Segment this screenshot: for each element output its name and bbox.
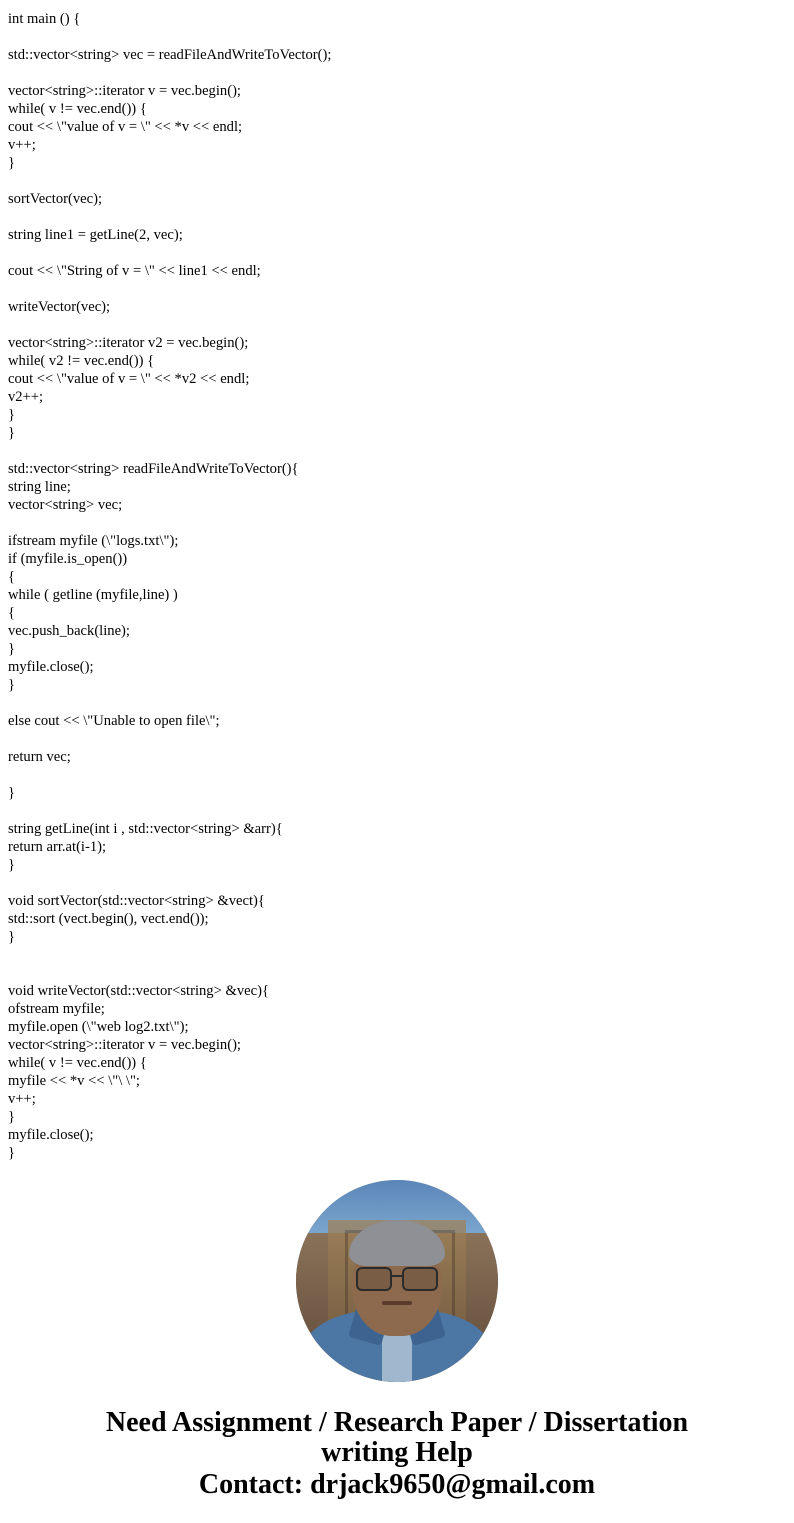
code-line: v++;	[8, 137, 36, 153]
code-line: string getLine(int i , std::vector<string> &arr){	[8, 821, 283, 837]
promo-headline-line1: Need Assignment / Research Paper / Dissertation	[105, 1407, 689, 1438]
code-line	[8, 766, 786, 784]
code-listing	[8, 10, 786, 1162]
code-line: return arr.at(i-1);	[8, 839, 107, 855]
code-line: while( v2 != vec.end()) {	[8, 353, 155, 369]
code-line: string line1 = getLine(2, vec);	[8, 227, 183, 243]
code-line: vector<string>::iterator v2 = vec.begin();	[8, 335, 249, 351]
code-line: while ( getline (myfile,line) )	[8, 587, 178, 603]
code-line: string line;	[8, 479, 71, 495]
avatar-glasses	[354, 1267, 440, 1287]
avatar	[296, 1180, 498, 1382]
code-line: }	[8, 857, 16, 873]
code-line: ofstream myfile;	[8, 1001, 105, 1017]
code-line: }	[8, 1109, 16, 1125]
code-line: vector<string> vec;	[8, 497, 123, 513]
code-line	[8, 802, 786, 820]
code-line: myfile << *v << \"\ \";	[8, 1073, 140, 1089]
code-line	[8, 316, 786, 334]
code-line	[8, 442, 786, 460]
code-line: while( v != vec.end()) {	[8, 101, 147, 117]
promo-contact-line: Contact: drjack9650@gmail.com	[198, 1469, 596, 1500]
code-line: std::vector<string> vec = readFileAndWriteToVector();	[8, 47, 332, 63]
code-line	[8, 280, 786, 298]
code-line: myfile.open (\"web log2.txt\");	[8, 1019, 189, 1035]
code-line	[8, 64, 786, 82]
avatar-tie	[382, 1330, 412, 1382]
code-line	[8, 208, 786, 226]
code-line: std::sort (vect.begin(), vect.end());	[8, 911, 209, 927]
avatar-container	[8, 1180, 786, 1382]
code-line	[8, 874, 786, 892]
code-line: vector<string>::iterator v = vec.begin();	[8, 1037, 241, 1053]
avatar-glasses-lens-left	[356, 1267, 392, 1291]
code-line: ifstream myfile (\"logs.txt\");	[8, 533, 179, 549]
code-line: }	[8, 425, 16, 441]
code-line: cout << \"value of v = \" << *v << endl;	[8, 119, 243, 135]
code-line: v++;	[8, 1091, 36, 1107]
code-line	[8, 946, 786, 964]
code-line: std::vector<string> readFileAndWriteToVector(){	[8, 461, 299, 477]
code-line	[8, 28, 786, 46]
code-line: if (myfile.is_open())	[8, 551, 128, 567]
code-line: }	[8, 155, 16, 171]
code-line: void sortVector(std::vector<string> &vect){	[8, 893, 265, 909]
avatar-glasses-lens-right	[402, 1267, 438, 1291]
code-line	[8, 730, 786, 748]
avatar-mouth	[382, 1301, 412, 1305]
code-line: }	[8, 641, 16, 657]
code-line: v2++;	[8, 389, 44, 405]
code-line: sortVector(vec);	[8, 191, 103, 207]
code-line: else cout << \"Unable to open file\";	[8, 713, 220, 729]
code-line: int main () {	[8, 11, 81, 27]
code-line: vector<string>::iterator v = vec.begin();	[8, 83, 241, 99]
code-line: myfile.close();	[8, 659, 94, 675]
promo-footer	[8, 1180, 786, 1520]
code-line: }	[8, 785, 16, 801]
code-line: cout << \"String of v = \" << line1 << endl;	[8, 263, 261, 279]
code-line	[8, 694, 786, 712]
code-line: }	[8, 929, 16, 945]
code-line	[8, 172, 786, 190]
code-line: cout << \"value of v = \" << *v2 << endl;	[8, 371, 250, 387]
code-line: }	[8, 677, 16, 693]
code-line	[8, 514, 786, 532]
code-line	[8, 244, 786, 262]
code-line: {	[8, 569, 16, 585]
code-line: myfile.close();	[8, 1127, 94, 1143]
code-line: vec.push_back(line);	[8, 623, 130, 639]
code-line: }	[8, 1145, 16, 1161]
code-line: {	[8, 605, 16, 621]
code-line	[8, 964, 786, 982]
code-line: return vec;	[8, 749, 71, 765]
code-line: writeVector(vec);	[8, 299, 111, 315]
promo-headline-line2: writing Help	[321, 1437, 473, 1468]
code-line: while( v != vec.end()) {	[8, 1055, 147, 1071]
code-line: void writeVector(std::vector<string> &vec){	[8, 983, 269, 999]
code-line: }	[8, 407, 16, 423]
